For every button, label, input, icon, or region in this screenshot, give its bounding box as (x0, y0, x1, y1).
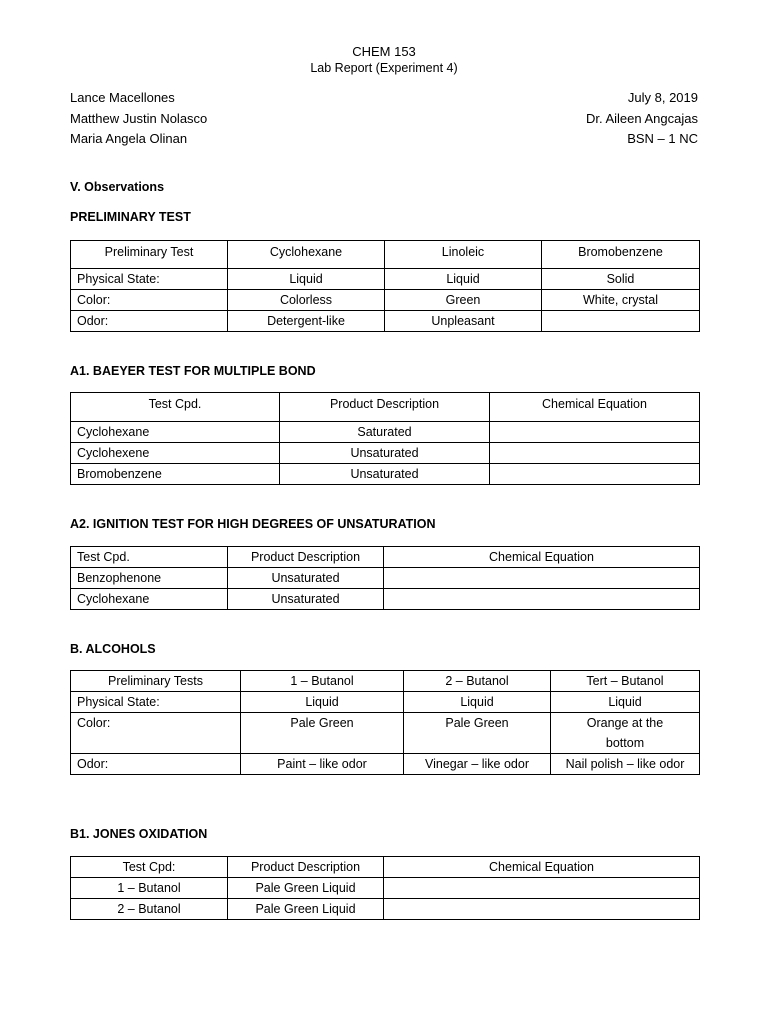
table-row (71, 464, 700, 485)
table-row (71, 754, 700, 775)
table-cell: Unpleasant (385, 311, 542, 332)
table-cell: White, crystal (542, 290, 700, 311)
jones-heading: B1. JONES OXIDATION (70, 827, 208, 841)
report-title: Lab Report (Experiment 4) (310, 61, 458, 75)
table-cell (384, 568, 700, 589)
ignition-table (70, 546, 700, 610)
header-cell: Test Cpd. (71, 547, 228, 568)
table-cell: Pale Green Liquid (228, 878, 384, 899)
preliminary-table (70, 240, 700, 332)
table-row (71, 899, 700, 920)
table-row (71, 878, 700, 899)
table-row (71, 290, 700, 311)
row-label: Physical State: (71, 692, 241, 713)
table-cell: Liquid (241, 692, 404, 713)
row-label: Color: (71, 290, 228, 311)
author-name: Maria Angela Olinan (70, 131, 188, 146)
table-cell (384, 878, 700, 899)
table-cell: Vinegar – like odor (404, 754, 551, 775)
table-header-row (71, 547, 700, 568)
table-header-row (71, 857, 700, 878)
table-row (71, 443, 700, 464)
table-cell: Liquid (551, 692, 700, 713)
row-label: Cyclohexane (71, 422, 280, 443)
table-header-row (71, 241, 700, 269)
table-cell (490, 422, 700, 443)
author-list (70, 88, 207, 150)
row-label: Color: (71, 713, 241, 754)
table-header-row (71, 671, 700, 692)
row-label: Cyclohexene (71, 443, 280, 464)
row-label: Benzophenone (71, 568, 228, 589)
table-cell: Liquid (404, 692, 551, 713)
jones-table (70, 856, 700, 920)
table-cell: Unsaturated (280, 464, 490, 485)
header-cell: Preliminary Test (71, 241, 228, 269)
table-cell (384, 589, 700, 610)
header-cell: Cyclohexane (228, 241, 385, 269)
table-cell: Detergent-like (228, 311, 385, 332)
header-cell: Product Description (228, 857, 384, 878)
table-cell: Pale Green Liquid (228, 899, 384, 920)
class-section: BSN – 1 NC (627, 131, 698, 146)
baeyer-table (70, 392, 700, 485)
row-label: Odor: (71, 311, 228, 332)
row-label: Cyclohexane (71, 589, 228, 610)
header-cell: Bromobenzene (542, 241, 700, 269)
table-cell: Unsaturated (280, 443, 490, 464)
table-header-row (71, 393, 700, 422)
table-cell: Nail polish – like odor (551, 754, 700, 775)
header-cell: Test Cpd. (71, 393, 280, 422)
header-cell: Product Description (228, 547, 384, 568)
table-cell (384, 899, 700, 920)
header-cell: 2 – Butanol (404, 671, 551, 692)
table-cell: Unsaturated (228, 589, 384, 610)
row-label: 1 – Butanol (71, 878, 228, 899)
alcohols-heading: B. ALCOHOLS (70, 642, 156, 656)
table-cell (542, 311, 700, 332)
observations-heading: V. Observations (70, 180, 165, 194)
baeyer-heading: A1. BAEYER TEST FOR MULTIPLE BOND (70, 364, 316, 378)
table-cell: Green (385, 290, 542, 311)
author-name: Lance Macellones (70, 90, 175, 105)
table-cell (490, 443, 700, 464)
header-cell: Preliminary Tests (71, 671, 241, 692)
table-row (71, 568, 700, 589)
header-cell: Chemical Equation (384, 547, 700, 568)
row-label: Bromobenzene (71, 464, 280, 485)
table-cell: Solid (542, 269, 700, 290)
header-cell: Tert – Butanol (551, 671, 700, 692)
table-cell: Saturated (280, 422, 490, 443)
course-title: CHEM 153 (352, 44, 416, 59)
report-date: July 8, 2019 (627, 90, 698, 105)
table-row (71, 692, 700, 713)
header-cell: Product Description (280, 393, 490, 422)
table-row (71, 269, 700, 290)
ignition-heading: A2. IGNITION TEST FOR HIGH DEGREES OF UNSATURATION (70, 517, 436, 531)
alcohols-table (70, 670, 700, 775)
header-cell: 1 – Butanol (241, 671, 404, 692)
table-row (71, 422, 700, 443)
table-row (71, 311, 700, 332)
header-cell: Chemical Equation (490, 393, 700, 422)
table-cell: Pale Green (404, 713, 551, 754)
header-cell: Test Cpd: (71, 857, 228, 878)
table-row (71, 713, 700, 754)
table-cell: Colorless (228, 290, 385, 311)
report-meta (586, 88, 698, 150)
row-label: 2 – Butanol (71, 899, 228, 920)
table-cell: Pale Green (241, 713, 404, 754)
table-cell: Orange at the bottom (551, 713, 700, 754)
table-cell: Paint – like odor (241, 754, 404, 775)
preliminary-heading: PRELIMINARY TEST (70, 210, 191, 224)
table-cell: Liquid (385, 269, 542, 290)
table-cell: Unsaturated (228, 568, 384, 589)
table-cell: Liquid (228, 269, 385, 290)
row-label: Odor: (71, 754, 241, 775)
author-name: Matthew Justin Nolasco (70, 110, 208, 126)
instructor-name: Dr. Aileen Angcajas (585, 110, 698, 126)
table-cell (490, 464, 700, 485)
table-row (71, 589, 700, 610)
row-label: Physical State: (71, 269, 228, 290)
header-cell: Chemical Equation (384, 857, 700, 878)
header-cell: Linoleic (385, 241, 542, 269)
